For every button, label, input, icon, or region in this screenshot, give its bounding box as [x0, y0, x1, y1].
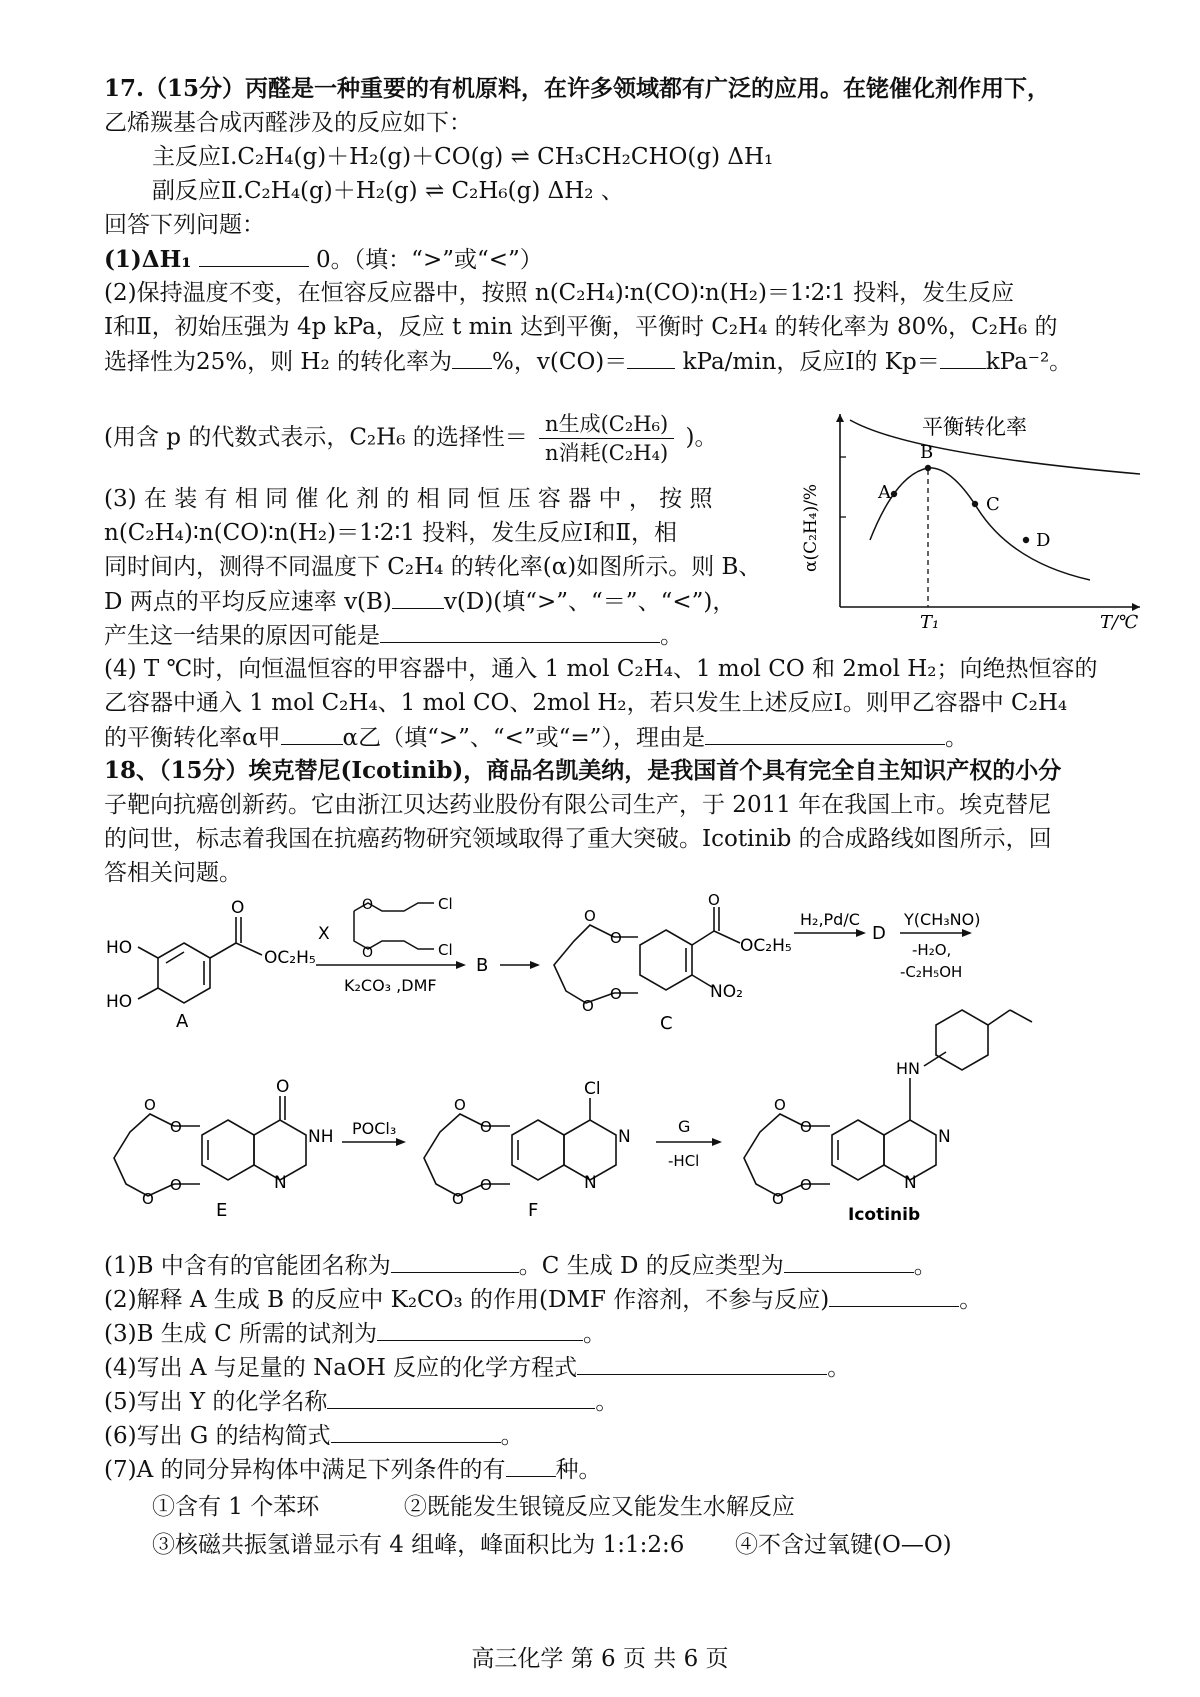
reagent-minus-h2o: -H₂O, [912, 941, 952, 959]
y-axis-arrow [836, 414, 844, 422]
q18-part-7: (7)A 的同分异构体中满足下列条件的有 种。 [104, 1454, 1140, 1485]
point-d-label: D [1036, 530, 1051, 551]
q17-part-3-line-1: (3) 在 装 有 相 同 催 化 剂 的 相 同 恒 压 容 器 中 ， 按 照 [104, 486, 713, 512]
answer-blank[interactable] [331, 1420, 501, 1443]
q17-part-3-line-3: 同时间内，测得不同温度下 C₂H₄ 的转化率(α)如图所示。则 B、 [104, 554, 762, 580]
q17-part-2-line-4: (用含 p 的代数式表示，C₂H₆ 的选择性＝ n生成(C₂H₆) n消耗(C₂H₄) )。 [104, 412, 718, 465]
c-o-2: O [610, 985, 622, 1003]
x-cl-top: Cl [438, 895, 453, 913]
q17-part-4-line-3: 的平衡转化率α甲 α乙（填“>”、“<”或“=”），理由是 。 [104, 722, 1140, 753]
f-n-2: N [584, 1173, 597, 1193]
point-b-marker [925, 465, 931, 471]
q17-part-2-line-2: Ⅰ和Ⅱ，初始压强为 4p kPa，反应 t min 达到平衡，平衡时 C₂H₄ 的转化率为 80%，C₂H₆ 的 [104, 314, 1058, 340]
scheme-row-2-svg [104, 1059, 1144, 1250]
icotinib-label: Icotinib [848, 1205, 921, 1225]
compound-f-label: F [528, 1200, 539, 1221]
answer-blank[interactable] [577, 1352, 827, 1375]
answer-blank[interactable] [281, 722, 343, 745]
q17-main-reaction: 主反应Ⅰ.C₂H₄(g)＋H₂(g)＋CO(g) ⇌ CH₃CH₂CHO(g) ΔH₁ [152, 144, 774, 170]
reagent-h2-pdc: H₂,Pd/C [800, 910, 860, 929]
e-carbonyl-o: O [276, 1077, 290, 1097]
reagent-y: Y(CH₃NO) [904, 910, 981, 929]
c-o-4: O [582, 997, 594, 1015]
answer-blank[interactable] [199, 244, 309, 267]
reagent-k2co3-dmf: K₂CO₃ ,DMF [344, 976, 437, 995]
x-tick-t1: T₁ [920, 612, 940, 633]
answer-blank[interactable] [377, 1318, 583, 1341]
q18-intro-line-2: 子靶向抗癌创新药。它由浙江贝达药业股份有限公司生产，于 2011 年在我国上市。埃克替尼 [104, 792, 1052, 818]
answer-blank[interactable] [380, 620, 660, 643]
q18-intro-line-3: 的问世，标志着我国在抗癌药物研究领域取得了重大突破。Icotinib 的合成路线如图所示，回 [104, 826, 1052, 852]
a-carbonyl-o: O [231, 898, 245, 918]
icotinib-o-1: O [800, 1118, 812, 1136]
arrowhead [456, 961, 466, 969]
answer-blank[interactable] [829, 1284, 959, 1307]
q18-intro-line-4: 答相关问题。 [104, 860, 242, 886]
q18-part-3: (3)B 生成 C 所需的试剂为 。 [104, 1318, 1140, 1349]
condition-3: ③核磁共振氢谱显示有 4 组峰，峰面积比为 1:1:2:6 [152, 1532, 685, 1558]
e-o-3: O [144, 1096, 156, 1114]
q18-intro-line-1: 18、（15分）埃克替尼(Icotinib)，商品名凯美纳，是我国首个具有完全自主知识产权的小分 [104, 757, 1062, 784]
reagent-minus-etoh: -C₂H₅OH [900, 963, 963, 981]
q17-part-2-line-3: 选择性为25%，则 H₂ 的转化率为 %，v(CO)＝ kPa/min，反应Ⅰ的 Kp＝ kPa⁻²。 [104, 346, 1140, 377]
q17-intro-line-1: 17.（15分）丙醛是一种重要的有机原料，在许多领域都有广泛的应用。在铑催化剂作用下， [104, 75, 1051, 102]
answer-blank[interactable] [327, 1386, 595, 1409]
x-o-bottom: O [362, 945, 374, 961]
e-o-4: O [142, 1190, 154, 1208]
f-o-2: O [480, 1176, 492, 1194]
compound-e-label: E [216, 1200, 228, 1221]
f-o-1: O [480, 1118, 492, 1136]
e-n: N [274, 1173, 287, 1193]
compound-d-label: D [872, 923, 886, 944]
q18-part-4: (4)写出 A 与足量的 NaOH 反应的化学方程式 。 [104, 1352, 1140, 1383]
compound-a-structure [138, 917, 262, 1003]
icotinib-o-3: O [774, 1096, 786, 1114]
point-c-label: C [986, 494, 1000, 515]
a-oc2h5: OC₂H₅ [264, 948, 316, 968]
q18-conditions-row-1 [152, 1492, 1140, 1522]
f-o-4: O [452, 1190, 464, 1208]
reagent-x: X [318, 924, 330, 944]
arrowhead [962, 929, 972, 937]
point-a-label: A [878, 482, 891, 503]
compound-b-label: B [476, 955, 489, 976]
figure-svg [800, 412, 1160, 632]
q18-part-1: (1)B 中含有的官能团名称为 。C 生成 D 的反应类型为 。 [104, 1250, 1140, 1281]
e-o-1: O [170, 1118, 182, 1136]
q18-conditions-row-2 [152, 1530, 1140, 1560]
answer-blank[interactable] [940, 346, 986, 369]
icotinib-o-2: O [800, 1176, 812, 1194]
selectivity-fraction: n生成(C₂H₆) n消耗(C₂H₄) [539, 410, 674, 467]
compound-a-label: A [176, 1011, 189, 1032]
answer-blank[interactable] [506, 1454, 556, 1477]
page-footer: 高三化学 第 6 页 共 6 页 [471, 1646, 729, 1672]
point-c-marker [972, 501, 978, 507]
answer-blank[interactable] [452, 346, 492, 369]
q17-part-1: (1)ΔH₁ 0。（填：“>”或“<”） [104, 246, 543, 273]
icotinib-o-4: O [772, 1190, 784, 1208]
point-d-marker [1023, 537, 1029, 543]
a-ho-bottom: HO [106, 992, 133, 1012]
arrowhead [712, 1138, 722, 1146]
c-o-3: O [584, 907, 596, 925]
arrowhead [530, 961, 540, 969]
icotinib-n-1: N [938, 1127, 951, 1147]
f-o-3: O [454, 1096, 466, 1114]
q17-part-3-line-2: n(C₂H₄)∶n(CO)∶n(H₂)＝1∶2∶1 投料，发生反应Ⅰ和Ⅱ，相 [104, 520, 677, 546]
q17-part-2-line-1: (2)保持温度不变，在恒容反应器中，按照 n(C₂H₄)∶n(CO)∶n(H₂)＝1∶2∶1 投料，发生反应 [104, 280, 1015, 306]
e-o-2: O [170, 1176, 182, 1194]
compound-c-label: C [660, 1013, 673, 1034]
c-o-1: O [610, 929, 622, 947]
answer-blank[interactable] [627, 346, 675, 369]
condition-1: ①含有 1 个苯环 [152, 1494, 320, 1520]
c-carbonyl-o: O [708, 891, 720, 909]
q17-part-3-line-4: D 两点的平均反应速率 v(B) v(D)(填“>”、“＝”、“<”)， [104, 586, 780, 617]
x-cl-bottom: Cl [438, 941, 453, 959]
q18-part-5: (5)写出 Y 的化学名称 。 [104, 1386, 1140, 1417]
icotinib-hn: HN [896, 1059, 920, 1078]
measured-conversion-curve [870, 468, 1090, 580]
conversion-temperature-figure [800, 412, 1160, 632]
answer-blank[interactable] [705, 722, 945, 745]
arrowhead [396, 1138, 406, 1146]
a-ho-top: HO [106, 938, 133, 958]
q17-part-4-line-1: (4) T ℃时，向恒温恒容的甲容器中，通入 1 mol C₂H₄、1 mol CO 和 2mol H₂；向绝热恒容的 [104, 656, 1098, 682]
condition-2: ②既能发生银镜反应又能发生水解反应 [403, 1494, 795, 1520]
q17-answer-prompt: 回答下列问题： [104, 212, 265, 238]
q17-side-reaction: 副反应Ⅱ.C₂H₄(g)＋H₂(g) ⇌ C₂H₆(g) ΔH₂ 、 [152, 178, 624, 204]
arrowhead [856, 929, 866, 937]
equilibrium-curve-label: 平衡转化率 [922, 415, 1027, 439]
q18-part-6: (6)写出 G 的结构简式 。 [104, 1420, 1140, 1451]
reagent-g: G [678, 1117, 691, 1136]
q18-part-2: (2)解释 A 生成 B 的反应中 K₂CO₃ 的作用(DMF 作溶剂，不参与反应) 。 [104, 1284, 1140, 1315]
point-b-label: B [920, 442, 934, 463]
reagent-pocl3: POCl₃ [352, 1119, 397, 1138]
q17-intro-line-2: 乙烯羰基合成丙醛涉及的反应如下： [104, 110, 472, 136]
f-cl: Cl [584, 1079, 601, 1099]
synthesis-scheme-row-2 [104, 1059, 1144, 1250]
x-axis-arrow [1132, 603, 1140, 611]
icotinib-n-2: N [904, 1173, 917, 1193]
answer-blank[interactable] [784, 1250, 914, 1273]
y-axis-label: α(C₂H₄)/% [801, 483, 821, 572]
c-oc2h5: OC₂H₅ [740, 936, 792, 956]
point-a-marker [891, 491, 897, 497]
q17-part-4-line-2: 乙容器中通入 1 mol C₂H₄、1 mol CO、2mol H₂，若只发生上述反应Ⅰ。则甲乙容器中 C₂H₄ [104, 690, 1068, 716]
q17-part-3-line-5: 产生这一结果的原因可能是 。 [104, 620, 780, 651]
reagent-minus-hcl: -HCl [668, 1152, 700, 1170]
x-axis-label: T/℃ [1100, 612, 1139, 633]
answer-blank[interactable] [392, 586, 444, 609]
x-o-top: O [362, 897, 374, 913]
f-n-1: N [618, 1127, 631, 1147]
condition-4: ④不含过氧键(O—O) [734, 1532, 952, 1558]
e-nh: NH [308, 1127, 334, 1147]
c-no2: NO₂ [710, 982, 743, 1002]
answer-blank[interactable] [391, 1250, 519, 1273]
